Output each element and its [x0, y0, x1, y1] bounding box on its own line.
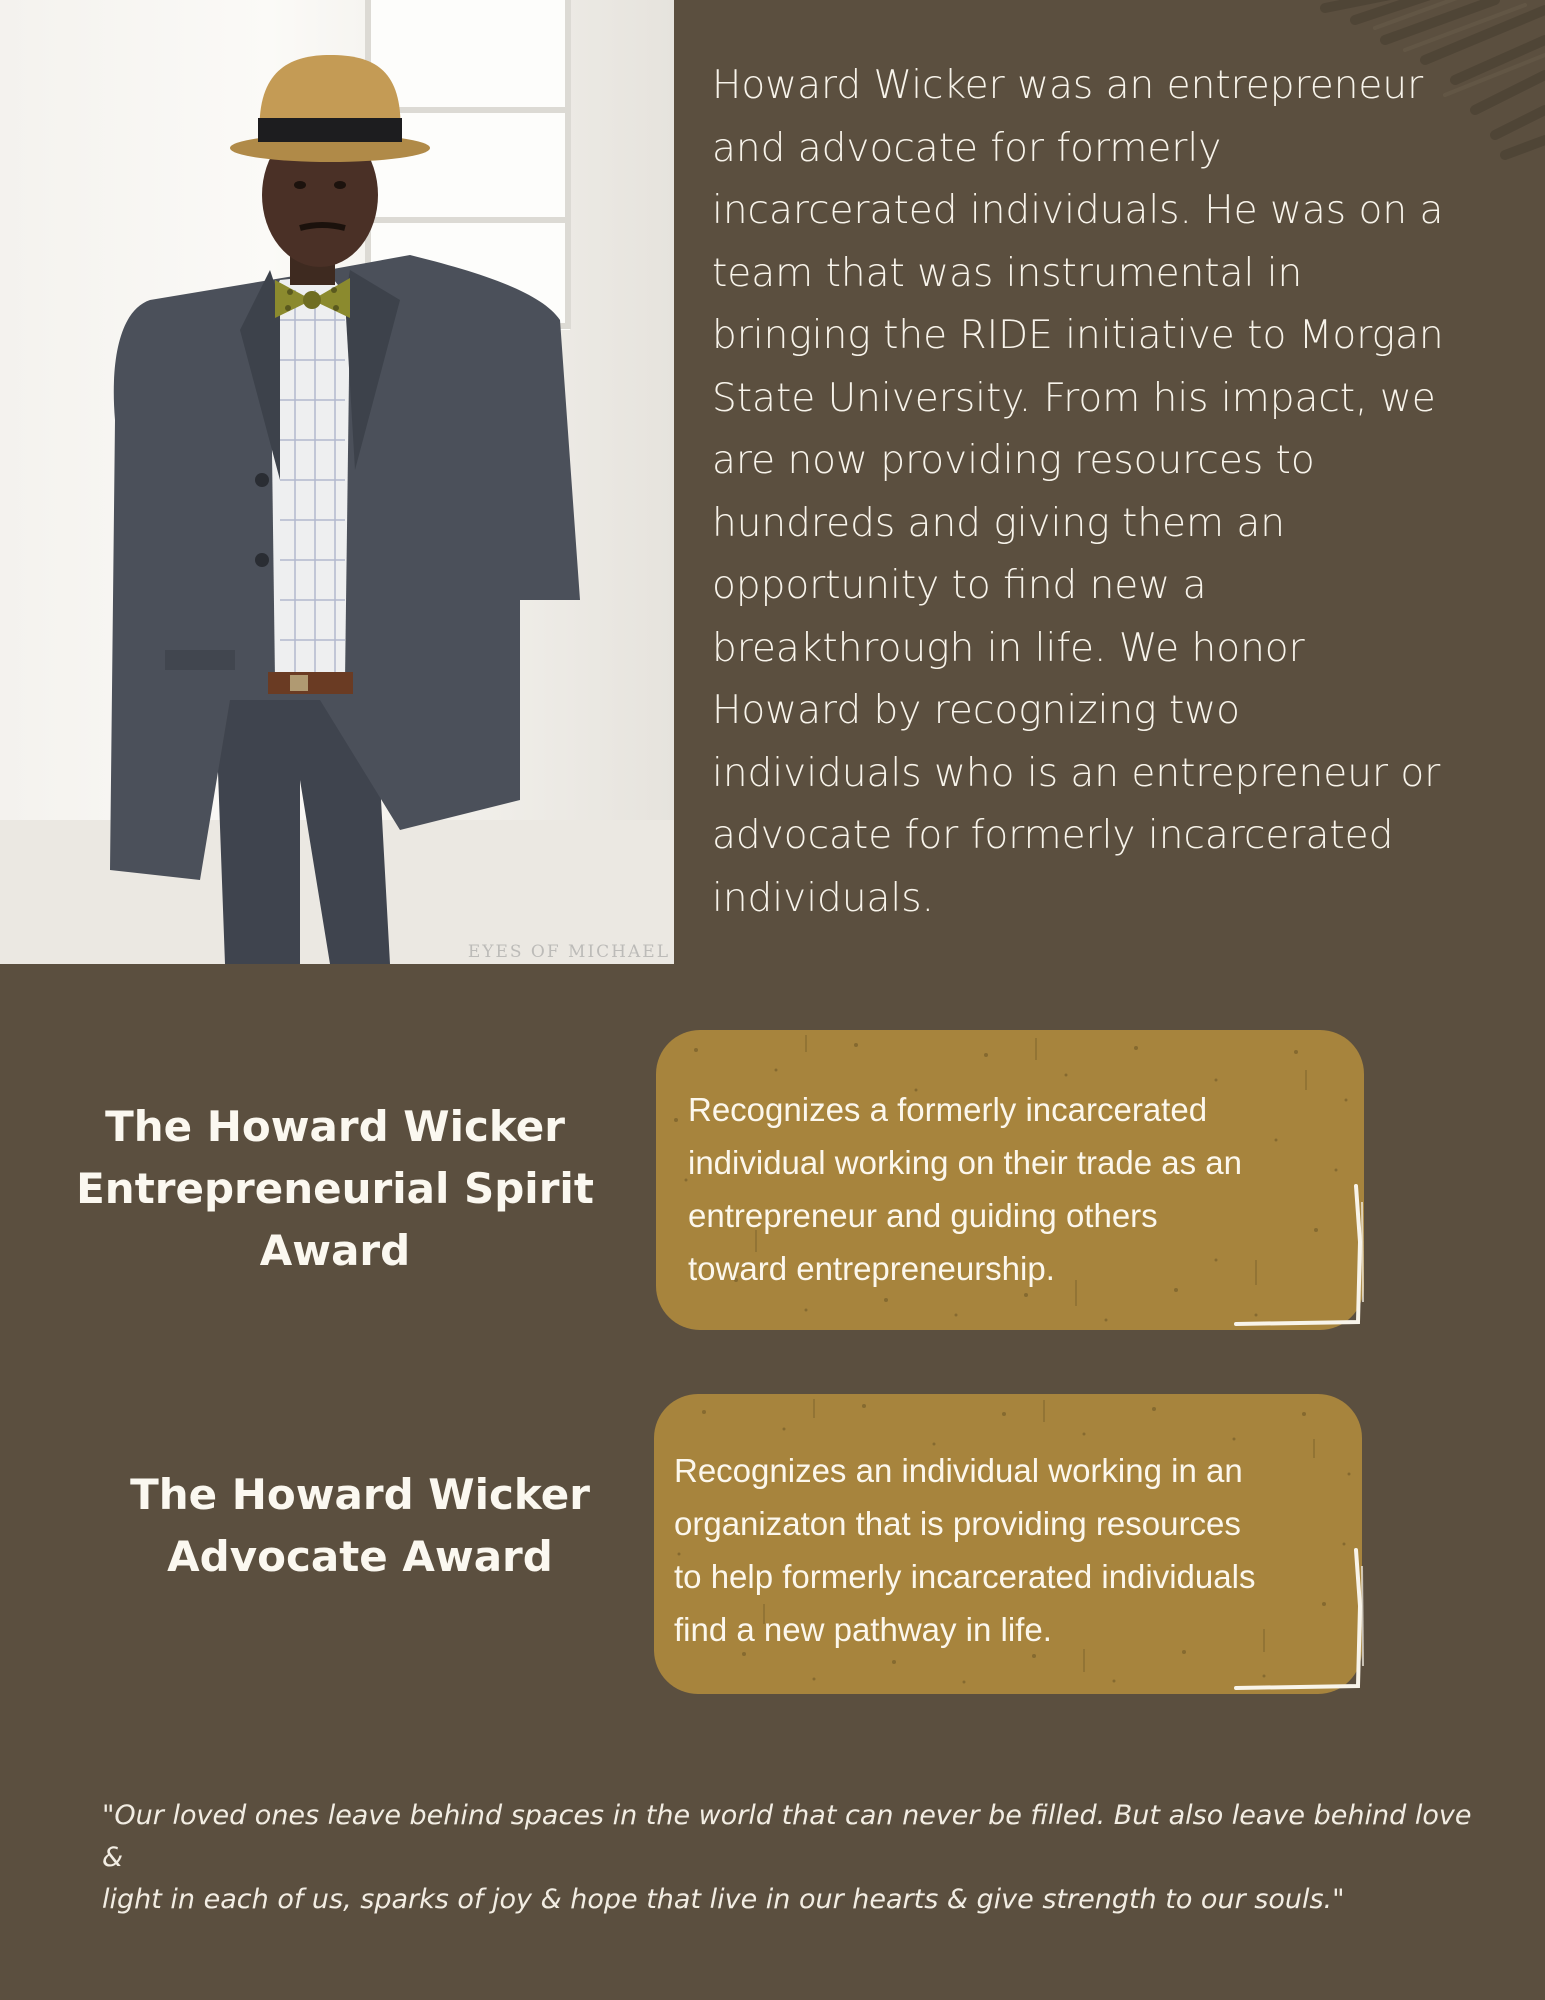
award-description-entrepreneurial-spirit: Recognizes a formerly incarcerated individual working on their trade as an entrepreneur and guiding others toward entrepreneurship. — [688, 1091, 1242, 1287]
memorial-quote: "Our loved ones leave behind spaces in the world that can never be filled. But also leave behind love & light in each of us, sparks of joy & hope that live in our hearts & give strength to our souls." — [102, 1800, 1472, 1915]
corner-bracket-decoration — [1226, 1182, 1366, 1332]
intro-paragraph: Howard Wicker was an entrepreneur and advocate for formerly incarcerated individuals. He was on a team that was instrumental in bringing the RIDE initiative to Morgan State University. From his impact, we are now providing resources to hundreds and giving them an opportunity to find new a breakthrough in life. We honor Howard by recognizing two individuals who is an entrepreneur or advocate for formerly incarcerated individuals. — [712, 63, 1444, 921]
award-title-entrepreneurial-spirit: The Howard Wicker Entrepreneurial Spirit Award — [76, 1102, 594, 1275]
portrait-photo — [0, 0, 674, 964]
corner-bracket-decoration — [1226, 1546, 1366, 1696]
photo-watermark: EYES OF MICHAEL — [467, 942, 670, 962]
portrait-illustration — [0, 0, 674, 964]
award-title-advocate: The Howard Wicker Advocate Award — [130, 1470, 590, 1581]
award-description-advocate: Recognizes an individual working in an organizaton that is providing resources to help formerly incarcerated individuals find a new pathway in life. — [674, 1452, 1256, 1648]
